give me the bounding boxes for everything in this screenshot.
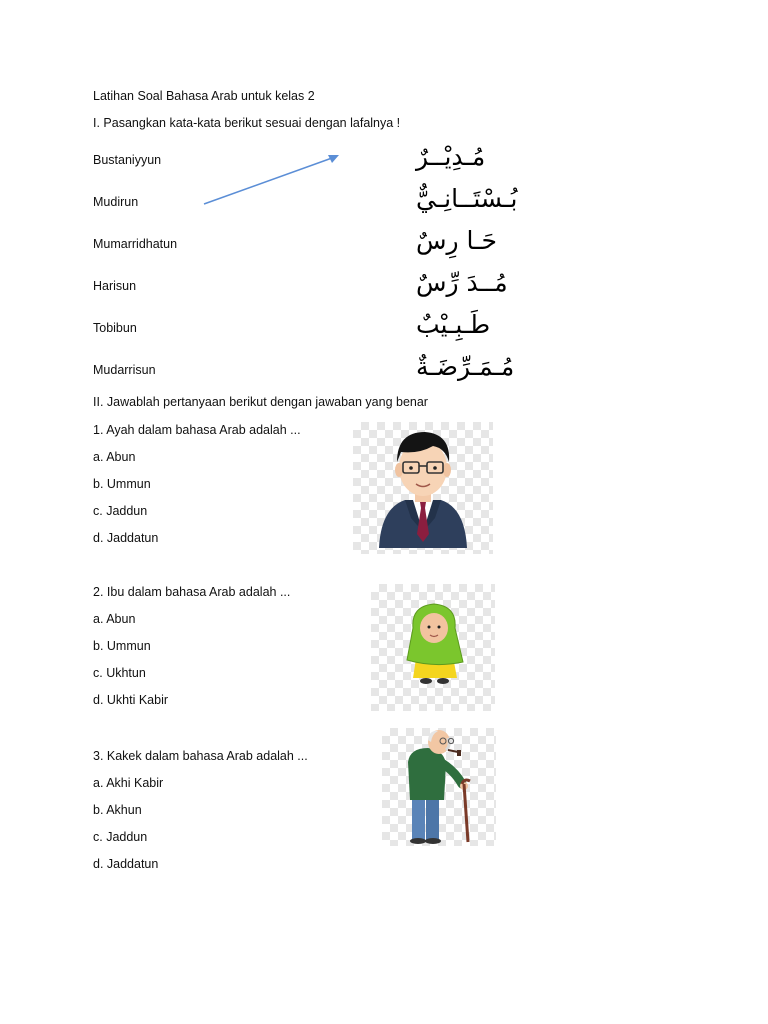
answer-option: c. Jaddun xyxy=(93,504,148,518)
latin-word: Mudirun xyxy=(93,195,139,209)
arabic-word: مُــدَ رِّسٌ xyxy=(416,268,508,297)
section-2-heading: II. Jawablah pertanyaan berikut dengan jawaban yang benar xyxy=(93,395,428,409)
answer-option: d. Ukhti Kabir xyxy=(93,693,169,707)
matching-arrow xyxy=(200,150,345,210)
answer-option: d. Jaddatun xyxy=(93,531,159,545)
page-title: Latihan Soal Bahasa Arab untuk kelas 2 xyxy=(93,89,315,103)
latin-word: Tobibun xyxy=(93,321,137,335)
latin-word: Harisun xyxy=(93,279,137,293)
answer-option: a. Akhi Kabir xyxy=(93,776,164,790)
answer-option: d. Jaddatun xyxy=(93,857,159,871)
grandfather-illustration xyxy=(382,728,496,846)
latin-word: Mudarrisun xyxy=(93,363,156,377)
section-1-heading: I. Pasangkan kata-kata berikut sesuai dengan lafalnya ! xyxy=(93,116,401,130)
answer-option: a. Abun xyxy=(93,612,136,626)
answer-option: b. Akhun xyxy=(93,803,142,817)
arabic-word: بُـسْتَــانِـيٌّ xyxy=(416,184,518,213)
latin-word: Bustaniyyun xyxy=(93,153,162,167)
answer-option: c. Ukhtun xyxy=(93,666,146,680)
answer-option: c. Jaddun xyxy=(93,830,148,844)
latin-word: Mumarridhatun xyxy=(93,237,178,251)
arabic-word: مُـدِيْــرٌ xyxy=(416,142,486,171)
question-text: 1. Ayah dalam bahasa Arab adalah ... xyxy=(93,423,301,437)
arabic-word: طَـبِـيْبٌ xyxy=(416,310,491,339)
answer-option: b. Ummun xyxy=(93,477,151,491)
mother-illustration xyxy=(371,584,495,711)
answer-option: b. Ummun xyxy=(93,639,151,653)
father-illustration xyxy=(353,422,493,554)
arabic-word: حَـا رِسٌ xyxy=(416,226,497,255)
question-text: 2. Ibu dalam bahasa Arab adalah ... xyxy=(93,585,291,599)
arabic-word: مُـمَـرِّضَـةٌ xyxy=(416,352,515,381)
answer-option: a. Abun xyxy=(93,450,136,464)
question-text: 3. Kakek dalam bahasa Arab adalah ... xyxy=(93,749,308,763)
